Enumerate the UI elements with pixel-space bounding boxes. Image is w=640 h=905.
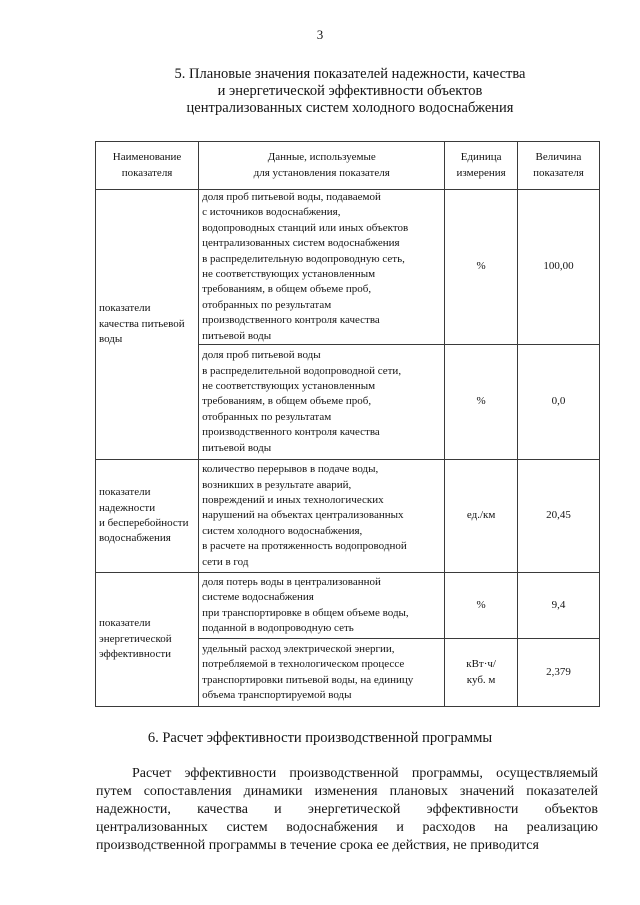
section-6-title: 6. Расчет эффективности производственной программы: [147, 730, 493, 746]
row-unit: [445, 190, 518, 345]
description-line: доля потерь воды в централизованной: [202, 575, 381, 588]
header-line: показателя: [533, 166, 584, 179]
description-line: водопроводных станций или иных объектов: [202, 221, 409, 234]
group-name-line: показатели: [99, 617, 151, 630]
header-line: для установления показателя: [253, 166, 390, 179]
description-line: в распределительной водопроводной сети,: [202, 364, 402, 377]
row-description: [199, 190, 445, 345]
row-unit: [445, 345, 518, 460]
unit-line: %: [476, 395, 486, 408]
group-name-line: показатели: [99, 486, 151, 499]
section-6-paragraph: Расчет эффективности производственной программы, осуществляемый путем сопоставления динамики изменения плановых значений показателей надежности, качества и энергетической эффективности объектов централизованных систем водоснабжения и расходов на реализацию производственной программы в течение срока ее действия, не приводится: [96, 766, 598, 853]
description-line: нарушений на объектах централизованных: [202, 509, 404, 522]
description-line: в расчете на протяженность водопроводной: [202, 540, 407, 553]
header-line: измерения: [456, 166, 506, 179]
description-line: отобранных по результатам: [202, 298, 332, 311]
unit-line: куб. м: [466, 673, 496, 686]
group-name-line: и бесперебойности: [99, 517, 189, 530]
header-line: Наименование: [112, 151, 182, 164]
header-value: [517, 142, 599, 190]
group-name-energy: [96, 573, 199, 707]
description-line: производственного контроля качества: [202, 426, 380, 439]
group-name-line: надежности: [99, 501, 156, 514]
description-line: поданной в водопроводную сеть: [202, 621, 354, 634]
table-header-row: [96, 142, 600, 190]
header-line: Данные, используемые: [267, 151, 376, 164]
header-line: Величина: [535, 151, 582, 164]
row-value: 9,4: [517, 573, 599, 639]
row-description: [199, 573, 445, 639]
unit-line: %: [476, 260, 486, 273]
indicators-table: [95, 141, 600, 707]
table-row: [96, 460, 600, 573]
description-line: при транспортировке в общем объеме воды,: [202, 606, 409, 619]
group-name-reliability: [96, 460, 199, 573]
group-name-line: эффективности: [99, 648, 172, 661]
section-5-title-line: и энергетической эффективности объектов: [217, 83, 483, 99]
header-unit: [445, 142, 518, 190]
row-unit: [445, 573, 518, 639]
description-line: не соответствующих установленным: [202, 379, 376, 392]
description-line: удельный расход электрической энергии,: [202, 642, 395, 655]
header-data-used: [199, 142, 445, 190]
row-value: 20,45: [517, 460, 599, 573]
description-line: доля проб питьевой воды: [202, 349, 321, 362]
section-5-title-line: централизованных систем холодного водоснабжения: [186, 100, 514, 116]
group-name-line: воды: [99, 333, 123, 346]
row-description: [199, 639, 445, 707]
row-value: 0,0: [517, 345, 599, 460]
description-line: доля проб питьевой воды, подаваемой: [202, 191, 381, 203]
group-name-quality: [96, 190, 199, 460]
description-line: требованиям, в общем объеме проб,: [202, 283, 372, 296]
header-indicator-name: [96, 142, 199, 190]
description-line: в распределительную водопроводную сеть,: [202, 252, 405, 265]
description-line: централизованных систем водоснабжения: [202, 237, 400, 250]
description-line: не соответствующих установленным: [202, 268, 376, 281]
unit-line: ед./км: [466, 509, 496, 522]
description-line: сети в год: [202, 555, 249, 568]
row-unit: [445, 460, 518, 573]
row-value: 2,379: [517, 639, 599, 707]
unit-line: кВт·ч/: [466, 658, 496, 671]
row-unit: [445, 639, 518, 707]
description-line: повреждений и иных технологических: [202, 493, 384, 506]
group-name-line: качества питьевой: [99, 317, 185, 330]
header-line: Единица: [460, 151, 502, 164]
group-name-line: энергетической: [99, 632, 172, 645]
header-line: показателя: [121, 166, 173, 179]
description-line: транспортировки питьевой воды, на единицу: [202, 673, 414, 686]
row-description: [199, 345, 445, 460]
group-name-line: показатели: [99, 302, 151, 315]
description-line: требованиям, в общем объеме проб,: [202, 395, 372, 408]
unit-line: %: [476, 598, 486, 611]
section-5-title: [120, 66, 580, 117]
description-line: возникших в результате аварий,: [202, 478, 352, 491]
row-description: [199, 460, 445, 573]
description-line: системе водоснабжения: [202, 591, 314, 604]
section-5-title-line: 5. Плановые значения показателей надежности, качества: [174, 66, 526, 82]
table-row: [96, 190, 600, 345]
group-name-line: водоснабжения: [99, 532, 171, 545]
description-line: отобранных по результатам: [202, 410, 332, 423]
description-line: производственного контроля качества: [202, 314, 380, 327]
description-line: объема транспортируемой воды: [202, 688, 352, 701]
row-value: 100,00: [517, 190, 599, 345]
description-line: с источников водоснабжения,: [202, 206, 341, 219]
table-row: [96, 573, 600, 639]
description-line: питьевой воды: [202, 329, 272, 342]
description-line: количество перерывов в подаче воды,: [202, 463, 379, 476]
description-line: питьевой воды: [202, 441, 272, 454]
description-line: потребляемой в технологическом процессе: [202, 658, 405, 671]
page-number: 3: [316, 27, 324, 42]
description-line: систем холодного водоснабжения,: [202, 524, 363, 537]
